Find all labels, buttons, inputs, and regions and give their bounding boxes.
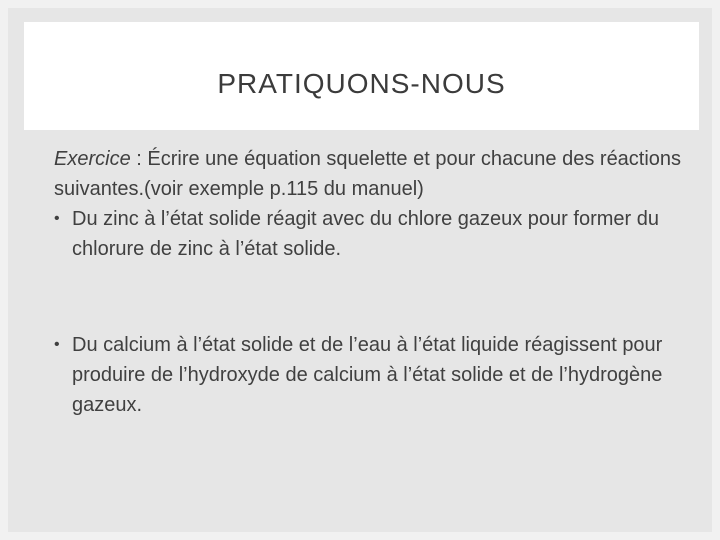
slide-content [54, 144, 694, 420]
bullet-item-zinc [54, 204, 694, 264]
bullet-icon: • [54, 336, 60, 353]
exercise-label: Exercice [54, 148, 131, 170]
slide-title: PRATIQUONS-NOUS [217, 68, 506, 99]
exercise-text: : Écrire une équation squelette et pour chacune des réactions suivantes.(voir exemple p.115 du manuel) [54, 148, 682, 200]
bullet-text: Du calcium à l’état solide et de l’eau à l’état liquide réagissent pour produire de l’hydroxyde de calcium à l’état solide et de l’hydrogène gazeux. [72, 334, 663, 416]
title-box [24, 22, 699, 130]
bullet-item-calcium [54, 330, 694, 420]
bullet-icon: • [54, 210, 60, 227]
slide [8, 8, 712, 532]
bullet-text: Du zinc à l’état solide réagit avec du chlore gazeux pour former du chlorure de zinc à l’état solide. [72, 208, 659, 260]
exercise-instructions [54, 144, 694, 204]
